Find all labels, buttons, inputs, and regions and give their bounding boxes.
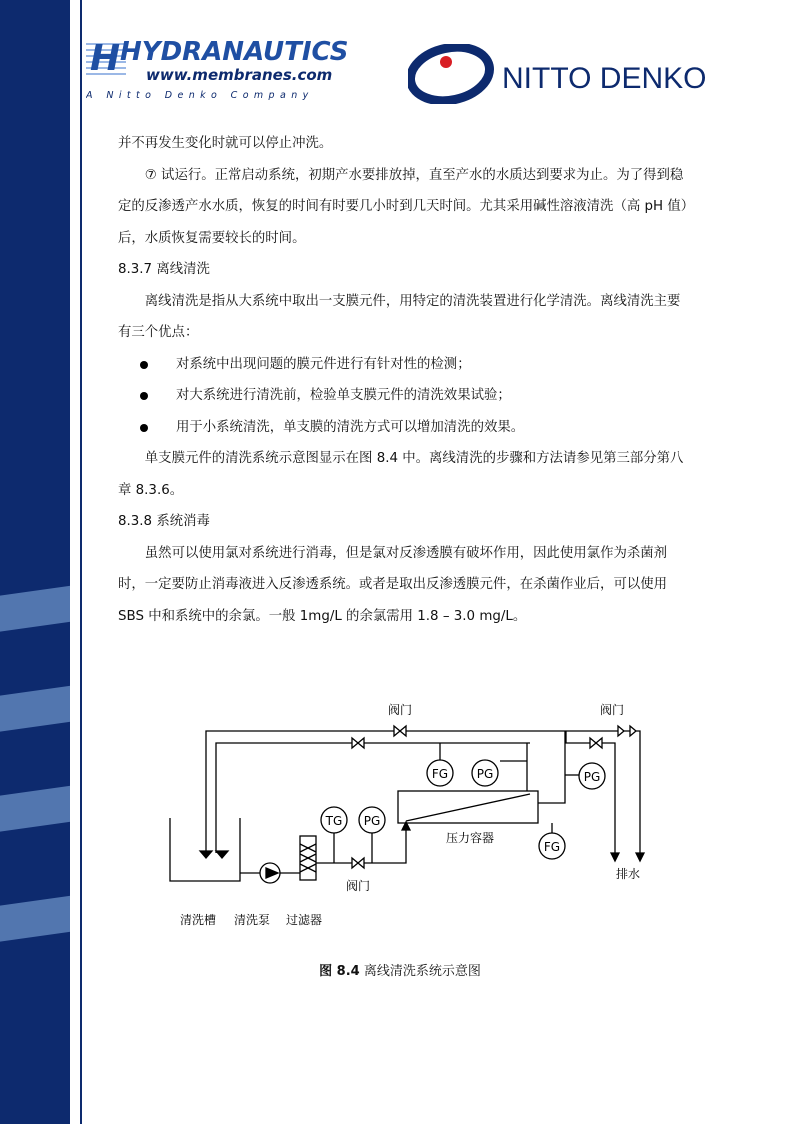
svg-text:H: H <box>90 38 121 79</box>
flow-gauge-label: FG <box>543 840 561 854</box>
drain-label: 排水 <box>615 867 641 881</box>
valve-label: 阀门 <box>599 703 625 717</box>
list-item: 对大系统进行清洗前，检验单支膜元件的清洗效果试验； <box>118 380 688 412</box>
section-heading-8-3-7: 8.3.7 离线清洗 <box>118 262 210 277</box>
section-heading-8-3-8: 8.3.8 系统消毒 <box>118 514 210 529</box>
figure-title: 离线清洗系统示意图 <box>363 964 481 979</box>
hydranautics-wordmark: HYDRANAUTICS <box>120 37 349 67</box>
sidebar-rule <box>80 0 82 1124</box>
filter-label: 过滤器 <box>285 913 323 927</box>
paragraph-disinfection: 虽然可以使用氯对系统进行消毒，但是氯对反渗透膜有破坏作用，因此使用氯作为杀菌剂时，一定要防止消毒液进入反渗透系统。或者是取出反渗透膜元件，在杀菌作业后，可以使用 SBS 中和系统中的余氯。一般 1mg/L 的余氯需用 1.8 – 3.0 mg/L。 <box>118 545 668 624</box>
cleaning-system-diagram <box>160 688 680 938</box>
pump-label: 清洗泵 <box>233 913 271 927</box>
hydranautics-tagline: A Nitto Denko Company <box>86 90 314 101</box>
list-item: 对系统中出现问题的膜元件进行有针对性的检测； <box>118 349 688 381</box>
paragraph-figure-reference: 单支膜元件的清洗系统示意图显示在图 8.4 中。离线清洗的步骤和方法请参见第三部分第八章 8.3.6。 <box>118 451 684 498</box>
pressure-gauge-label: PG <box>363 814 381 828</box>
hydranautics-logo <box>86 24 366 104</box>
tank-label: 清洗槽 <box>179 913 217 927</box>
figure-number: 图 8.4 <box>319 964 360 979</box>
vessel-label: 压力容器 <box>445 831 495 845</box>
paragraph-continuation: 并不再发生变化时就可以停止冲洗。 <box>118 136 333 151</box>
nitto-denko-wordmark: NITTO DENKO <box>502 62 707 95</box>
paragraph-step7: ⑦ 试运行。正常启动系统，初期产水要排放掉，直至产水的水质达到要求为止。为了得到稳定的反渗透产水水质，恢复的时间有时要几小时到几天时间。尤其采用碱性溶液清洗（高 pH 值）后，水质恢复需要较长的时间。 <box>118 167 688 246</box>
hydranautics-url: www.membranes.com <box>146 66 333 84</box>
temperature-gauge-label: TG <box>325 814 343 828</box>
flow-gauge-label: FG <box>431 767 449 781</box>
valve-label: 阀门 <box>345 879 371 893</box>
nitto-denko-logo <box>408 44 708 104</box>
list-item: 用于小系统清洗，单支膜的清洗方式可以增加清洗的效果。 <box>118 412 688 444</box>
valve-label: 阀门 <box>387 703 413 717</box>
figure-caption <box>0 960 800 979</box>
document-body <box>118 128 688 632</box>
sidebar-band <box>0 0 74 1124</box>
pressure-gauge-label: PG <box>583 770 601 784</box>
paragraph-offline-intro: 离线清洗是指从大系统中取出一支膜元件，用特定的清洗装置进行化学清洗。离线清洗主要有三个优点： <box>118 293 681 340</box>
pressure-gauge-label: PG <box>476 767 494 781</box>
